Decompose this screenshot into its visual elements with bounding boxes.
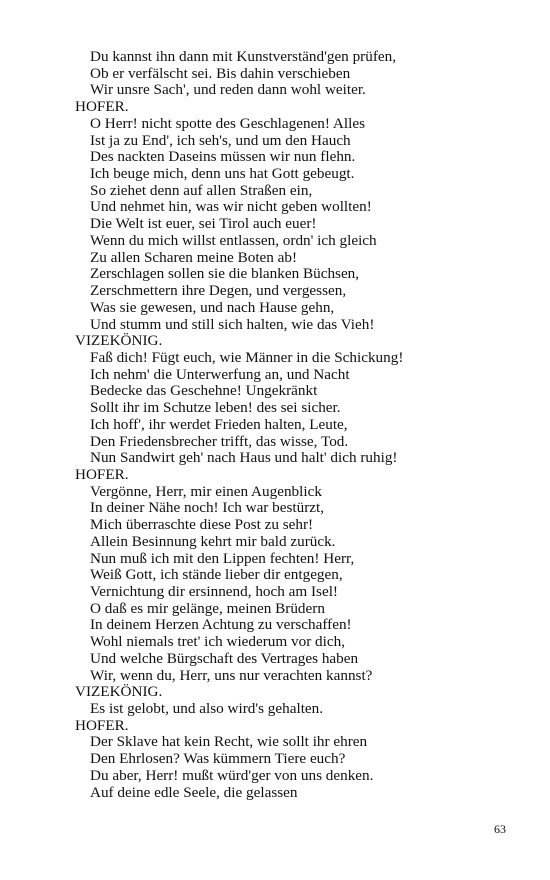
verse-line: Allein Besinnung kehrt mir bald zurück.: [90, 532, 336, 550]
verse-line: Bedecke das Geschehne! Ungekränkt: [90, 382, 318, 400]
speaker-name: HOFER.: [75, 716, 129, 734]
verse-line: Und stumm und still sich halten, wie das Vieh!: [90, 315, 375, 333]
verse-line: Zerschlagen sollen sie die blanken Büchsen,: [90, 265, 360, 283]
speaker-name: VIZEKÖNIG.: [75, 683, 163, 701]
verse-line: Wenn du mich willst entlassen, ordn' ich gleich: [90, 231, 377, 249]
verse-line: Der Sklave hat kein Recht, wie sollt ihr ehren: [90, 733, 368, 751]
verse-line: In deiner Nähe noch! Ich war bestürzt,: [90, 499, 325, 517]
verse-line: Wohl niemals tret' ich wiederum vor dich,: [90, 633, 345, 651]
speaker-name: HOFER.: [75, 98, 129, 116]
verse-line: Ich beuge mich, denn uns hat Gott gebeugt.: [90, 165, 355, 183]
verse-line: In deinem Herzen Achtung zu verschaffen!: [90, 616, 352, 634]
verse-line: Wir, wenn du, Herr, uns nur verachten kannst?: [90, 666, 373, 684]
verse-line: Es ist gelobt, und also wird's gehalten.: [90, 700, 324, 718]
verse-line: Wir unsre Sach', und reden dann wohl weiter.: [90, 81, 366, 99]
verse-line: Auf deine edle Seele, die gelassen: [90, 783, 298, 801]
verse-line: O daß es mir gelänge, meinen Brüdern: [90, 599, 325, 617]
verse-line: Weiß Gott, ich stände lieber dir entgegen,: [90, 566, 343, 584]
verse-line: Vernichtung dir ersinnend, hoch am Isel!: [90, 583, 338, 600]
verse-line: Ich hoff', ihr werdet Frieden halten, Leute,: [90, 415, 348, 433]
verse-line: Und welche Bürgschaft des Vertrages haben: [90, 649, 359, 667]
verse-line: Ist ja zu End', ich seh's, und um den Hauch: [90, 131, 351, 149]
verse-line: Was sie gewesen, und nach Hause gehn,: [90, 298, 335, 316]
verse-line: Ob er verfälscht sei. Bis dahin verschieben: [90, 64, 351, 82]
verse-line: Den Ehrlosen? Was kümmern Tiere euch?: [90, 750, 346, 768]
verse-line: Die Welt ist euer, sei Tirol auch euer!: [90, 215, 317, 233]
drama-text: [75, 49, 535, 801]
verse-line: Sollt ihr im Schutze leben! des sei sicher.: [90, 399, 341, 417]
page-number: 63: [494, 822, 506, 836]
verse-line: O Herr! nicht spotte des Geschlagenen! Alles: [90, 114, 365, 132]
verse-line: Nun Sandwirt geh' nach Haus und halt' dich ruhig!: [90, 449, 398, 467]
verse-line: Nun muß ich mit den Lippen fechten! Herr,: [90, 549, 355, 567]
verse-line: Des nackten Daseins müssen wir nun flehn.: [90, 148, 356, 166]
verse-line: Zerschmettern ihre Degen, und vergessen,: [90, 282, 347, 300]
verse-line: Mich überraschte diese Post zu sehr!: [90, 516, 314, 534]
verse-line: Den Friedensbrecher trifft, das wisse, Tod.: [90, 432, 349, 450]
verse-line: So ziehet denn auf allen Straßen ein,: [90, 181, 313, 199]
verse-line: Faß dich! Fügt euch, wie Männer in die Schickung!: [90, 348, 404, 366]
verse-line: Und nehmet hin, was wir nicht geben wollten!: [90, 198, 372, 216]
speaker-name: HOFER.: [75, 465, 129, 483]
verse-line: Vergönne, Herr, mir einen Augenblick: [90, 482, 322, 500]
verse-line: Du kannst ihn dann mit Kunstverständ'gen prüfen,: [90, 48, 397, 65]
verse-line: Ich nehm' die Unterwerfung an, und Nacht: [90, 365, 350, 383]
verse-line: Zu allen Scharen meine Boten ab!: [90, 248, 298, 266]
speaker-name: VIZEKÖNIG.: [75, 332, 163, 350]
verse-line: Du aber, Herr! mußt würd'ger von uns denken.: [90, 766, 374, 784]
